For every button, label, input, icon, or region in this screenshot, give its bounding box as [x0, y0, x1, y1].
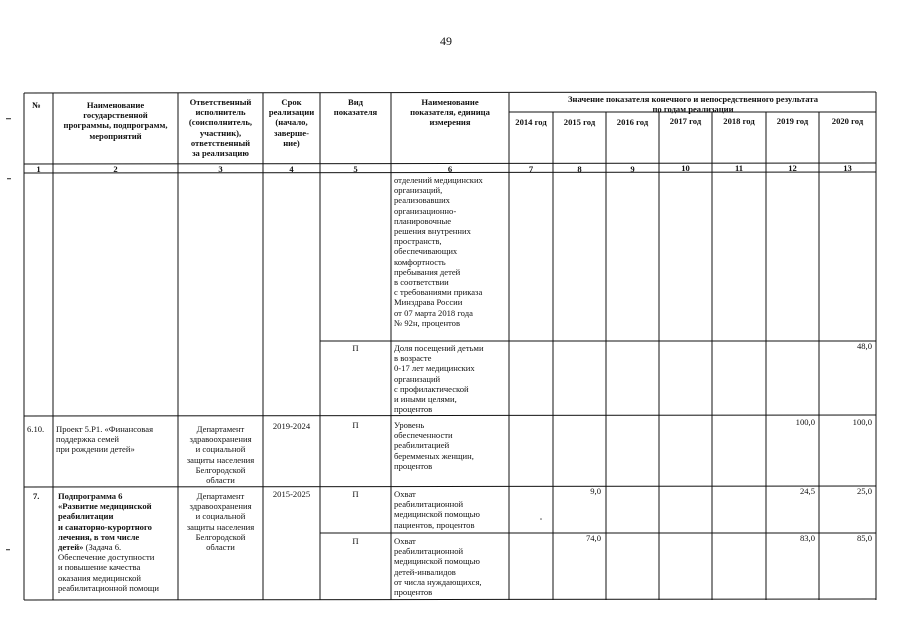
- row-c-indicator: Уровень обеспеченности реабилитацией беремменых женщин, процентов: [394, 420, 474, 471]
- row-d-kind-1: П: [352, 489, 359, 499]
- header-year: 2017 год: [669, 116, 702, 126]
- row-b-indicator: Доля посещений детьми в возрасте 0-17 лет медицинских организаций с профилактической и иными целями, процентов: [394, 343, 484, 415]
- header-responsible: Ответственный исполнитель (соисполнитель, участник), ответственный за реализацию: [188, 97, 253, 159]
- row-d-value-2020-1: 25,0: [856, 486, 872, 496]
- column-number: 12: [788, 163, 797, 173]
- header-year: 2015 год: [563, 117, 596, 127]
- row-d-name: [58, 491, 159, 593]
- row-d-responsible: Департамент здравоохранения и социальной защиты населения Белгородской области: [186, 491, 255, 553]
- row-c-kind: П: [352, 420, 359, 430]
- row-d-indicator-2: Охват реабилитационной медицинской помощью детей-инвалидов от числа нуждающихся, процентов: [394, 536, 482, 598]
- row-c-number: 6.10.: [27, 424, 45, 434]
- column-number: 2: [113, 164, 118, 174]
- row-d-value-2015-1: 9,0: [590, 486, 601, 496]
- row-d-term: 2015-2025: [272, 489, 311, 499]
- column-number: 9: [630, 164, 635, 174]
- column-number: 13: [843, 163, 852, 173]
- row-d-value-2020-2: 85,0: [856, 533, 872, 543]
- header-indicator: Наименование показателя, единица измерения: [410, 97, 490, 128]
- row-a-indicator: отделений медицинских организаций, реализовавших организационно- планировочные решения внутренних пространств, обеспечивающих комфортность пребывания детей в соответствии с требованиями приказа Минздрава России от 07 марта 2018 года № 92н, процентов: [394, 175, 483, 328]
- header-number: №: [32, 100, 41, 110]
- column-number: 6: [447, 164, 453, 174]
- header-year: 2019 год: [776, 116, 809, 126]
- column-number: 4: [289, 164, 294, 174]
- row-d-value-2019-1: 24,5: [799, 486, 815, 496]
- column-number: 3: [218, 164, 223, 174]
- header-program-name: Наименование государственной программы, подпрограмм, мероприятий: [63, 100, 168, 141]
- row-c-term: 2019-2024: [272, 421, 311, 431]
- row-c-responsible: Департамент здравоохранения и социальной защиты населения Белгородской области: [186, 424, 255, 486]
- row-d-value-2019-2: 83,0: [799, 533, 815, 543]
- header-values-group: Значение показателя конечного и непосредственного результата по годам реализации: [567, 94, 819, 115]
- header-year: 2020 год: [831, 116, 864, 126]
- header-year: 2018 год: [723, 116, 755, 126]
- row-d-number: 7.: [33, 491, 40, 501]
- row-c-name: Проект 5.Р1. «Финансовая поддержка семей при рождении детей»: [56, 424, 154, 455]
- column-number: 8: [577, 164, 582, 174]
- row-b-value-2020: 48,0: [856, 341, 872, 351]
- column-number: 5: [353, 164, 358, 174]
- row-b-kind: П: [352, 343, 359, 353]
- header-kind: Вид показателя: [333, 97, 378, 118]
- column-number: 10: [681, 163, 690, 173]
- header-year: 2016 год: [616, 117, 649, 127]
- row-c-value-2020: 100,0: [852, 417, 872, 427]
- header-term: Срок реализации (начало, заверше- ние): [268, 97, 315, 148]
- row-d-kind-2: П: [352, 536, 359, 546]
- column-number: 7: [528, 164, 534, 174]
- row-d-indicator-1: Охват реабилитационной медицинской помощью пациентов, процентов: [394, 489, 480, 530]
- page-number: 49: [440, 34, 452, 48]
- row-d-name-bold: Подпрограмма 6 «Развитие медицинской реабилитации и санаторно-курортного лечения, в том числе детей»: [58, 491, 152, 553]
- row-d-value-2015-2: 74,0: [585, 533, 601, 543]
- header-year: 2014 год: [515, 117, 547, 127]
- column-number: 1: [36, 164, 41, 174]
- column-number: 11: [734, 163, 744, 173]
- row-d-name-tail: (Задача 6. Обеспечение доступности и повышение качества оказания медицинской реабилитационной помощи: [58, 542, 159, 593]
- row-c-value-2019: 100,0: [795, 417, 815, 427]
